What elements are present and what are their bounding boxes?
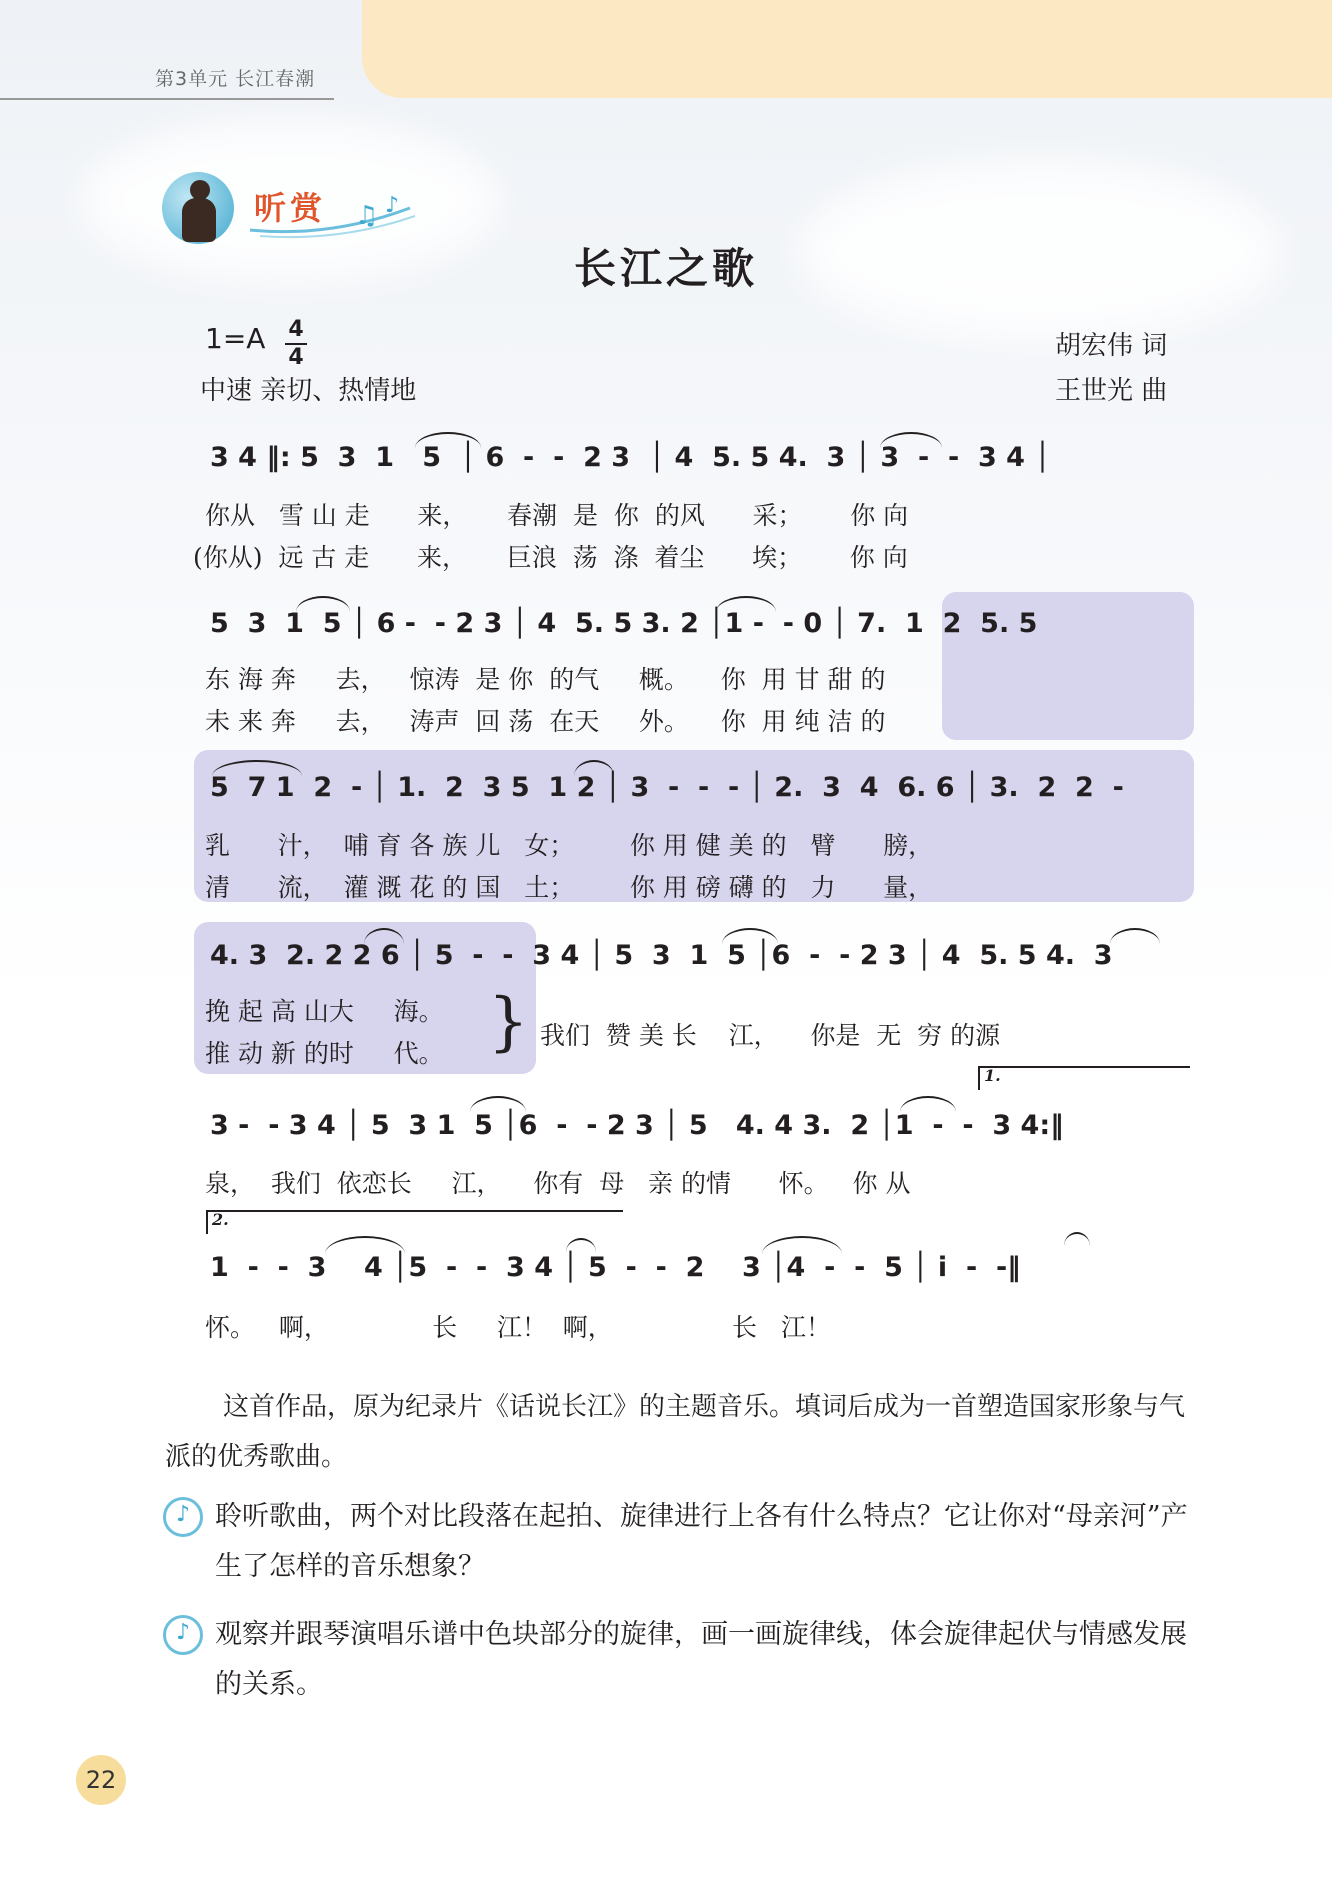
lyric-line-3-verse-2: 清 流， 灌 溉 花 的 国 土； 你 用 磅 礴 的 力 量， [205, 873, 934, 902]
volta-1-number: 1. [984, 1066, 1001, 1085]
question-2: 观察并跟琴演唱乐谱中色块部分的旋律，画一画旋律线，体会旋律起伏与情感发展的关系。 [215, 1619, 1187, 1700]
question-note-icon: ♪ [163, 1497, 203, 1537]
time-signature [285, 318, 307, 370]
svg-text:♪: ♪ [385, 193, 400, 218]
notation-line-4: 4. 3 2. 2 2 6 │ 5 - - 3 4 │ 5 3 1 5 │6 - - 2 3 │ 4 5. 5 4. 3 [210, 940, 1113, 971]
notation-line-2: 5 3 1 5 │ 6 - - 2 3 │ 4 5. 5 3. 2 │1 - - 0 │ 7. 1 2 5. 5 [210, 608, 1038, 639]
lyric-brace: } [488, 985, 529, 1059]
lyric-line-4-verse-1: 挽 起 高 山大 海。 [205, 997, 444, 1026]
lyric-line-5: 泉， 我们 依恋长 江， 你有 母 亲 的情 怀。 你 从 [205, 1169, 911, 1198]
page-number: 22 [76, 1755, 126, 1805]
slur-mark [566, 1238, 596, 1252]
lyric-line-2-verse-2: 未 来 奔 去， 涛声 回 荡 在天 外。 你 用 纯 洁 的 [205, 707, 886, 736]
lyric-line-4-verse-2: 推 动 新 的时 代。 [205, 1039, 444, 1068]
slur-mark [900, 1096, 956, 1112]
fermata-mark [1064, 1232, 1090, 1246]
notation-line-5: 3 - - 3 4 │ 5 3 1 5 │6 - - 2 3 │ 5 4. 4 3. 2 │1 - - 3 4:‖ [210, 1110, 1064, 1141]
section-label: 听赏 [254, 189, 327, 227]
tempo-marking: 中速 亲切、热情地 [200, 376, 417, 406]
notation-line-1: 3 4 ‖: 5 3 1 5 │ 6 - - 2 3 │ 4 5. 5 4. 3 │ 3 - - 3 4 │ [210, 442, 1051, 473]
lyric-line-3-verse-1: 乳 汁， 哺 育 各 族 儿 女； 你 用 健 美 的 臂 膀， [205, 831, 934, 860]
unit-label: 第3单元 长江春潮 [155, 68, 316, 90]
song-title: 长江之歌 [573, 244, 758, 293]
time-top: 4 [288, 317, 304, 342]
header-divider [0, 98, 334, 100]
notation-line-6: 1 - - 3 4 │5 - - 3 4 │ 5 - - 2 3 │4 - - 5 │ i - -‖ [210, 1252, 1021, 1283]
lyric-line-2-verse-1: 东 海 奔 去， 惊涛 是 你 的气 概。 你 用 甘 甜 的 [205, 665, 886, 694]
description-paragraph: 这首作品，原为纪录片《话说长江》的主题音乐。填词后成为一首塑造国家形象与气派的优秀歌曲。 [165, 1392, 1186, 1472]
slur-mark [762, 1236, 842, 1254]
lyric-line-4-shared: 我们 赞 美 长 江， 你是 无 穷 的源 [540, 1021, 1001, 1050]
header-band [362, 0, 1332, 98]
composer-credit: 王世光 曲 [1055, 376, 1168, 406]
key-signature: 1=A [205, 322, 266, 355]
listening-person-icon [190, 180, 210, 200]
volta-2-bracket [206, 1210, 623, 1234]
volta-1-bracket [978, 1066, 1190, 1090]
volta-2-number: 2. [212, 1210, 229, 1229]
lyricist-credit: 胡宏伟 词 [1055, 331, 1168, 361]
lyric-line-1-verse-1: 你从 雪 山 走 来， 春潮 是 你 的风 采； 你 向 [205, 501, 909, 530]
lyric-line-6: 怀。 啊， 长 江！ 啊， 长 江！ [205, 1313, 831, 1342]
question-1: 聆听歌曲，两个对比段落在起拍、旋律进行上各有什么特点？它让你对“母亲河”产生了怎样的音乐想象？ [215, 1501, 1188, 1582]
notation-line-3: 5 7 1 2 - │ 1. 2 3 5 1 2 │ 3 - - - │ 2. 3 4 6. 6 │ 3. 2 2 - [210, 772, 1124, 803]
slur-mark [470, 1096, 526, 1112]
time-bottom: 4 [288, 345, 304, 370]
question-note-icon: ♪ [163, 1615, 203, 1655]
svg-text:♫: ♫ [355, 201, 379, 231]
lyric-line-1-verse-2: (你从) 远 古 走 来， 巨浪 荡 涤 着尘 埃； 你 向 [193, 543, 908, 572]
slur-mark [325, 1236, 405, 1254]
